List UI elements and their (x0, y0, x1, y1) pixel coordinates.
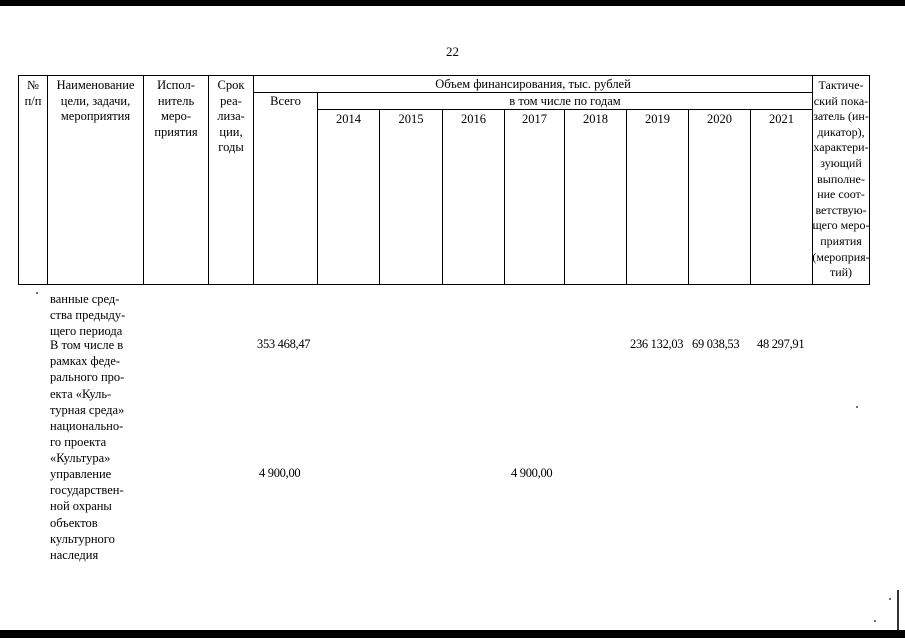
grid-line (504, 109, 505, 285)
row-2-total: 353 468,47 (257, 337, 311, 351)
header-year-2016: 2016 (461, 112, 486, 126)
header-col-indicator: Тактиче- ский пока- затель (ин- дикатор), характери- зующий выполне- ние соот- ветствую- щего меро- приятия (мероприя- тий) (812, 78, 870, 280)
header-year-2018: 2018 (583, 112, 608, 126)
header-col-funding: Объем финансирования, тыс. рублей (435, 77, 631, 91)
grid-line (688, 109, 689, 285)
header-col-term: Срок реа- лиза- ции, годы (217, 78, 245, 154)
header-col-executor: Испол- нитель меро- приятия (154, 78, 198, 139)
row-2-year-2021: 48 297,91 (757, 337, 805, 351)
row-3-total: 4 900,00 (259, 466, 301, 480)
grid-line (442, 109, 443, 285)
header-year-2021: 2021 (769, 112, 794, 126)
header-col-by-years: в том числе по годам (509, 94, 621, 108)
row-3-name: управление государствен- ной охраны объектов культурного наследия (50, 467, 124, 563)
header-year-2017: 2017 (522, 112, 547, 126)
header-col-total: Всего (270, 94, 301, 108)
scan-speck (856, 406, 858, 408)
grid-line (626, 109, 627, 285)
header-year-2019: 2019 (645, 112, 670, 126)
row-2-year-2020: 69 038,53 (692, 337, 740, 351)
header-col-num: № п/п (24, 78, 42, 108)
scan-speck (36, 292, 38, 294)
header-bottom-rule (18, 284, 870, 285)
row-3-year-2017: 4 900,00 (511, 466, 553, 480)
row-2-year-2019: 236 132,03 (630, 337, 684, 351)
header-year-2014: 2014 (336, 112, 361, 126)
grid-line (750, 109, 751, 285)
page-edge-mark (897, 590, 899, 630)
row-2-name: В том числе в рамках феде- рального про- екта «Куль- турная среда» национально- го проекта «Культура» (50, 338, 125, 466)
page-bottom-border (0, 630, 905, 638)
scan-speck (874, 620, 876, 622)
page-number: 22 (446, 44, 459, 59)
header-year-2015: 2015 (398, 112, 424, 126)
grid-line (379, 109, 380, 285)
scan-speck (889, 598, 891, 600)
row-1-name: ванные сред- ства предыду- щего периода (50, 292, 126, 339)
header-year-2020: 2020 (707, 112, 732, 126)
grid-line (564, 109, 565, 285)
header-col-name: Наименование цели, задачи, мероприятия (56, 78, 135, 123)
